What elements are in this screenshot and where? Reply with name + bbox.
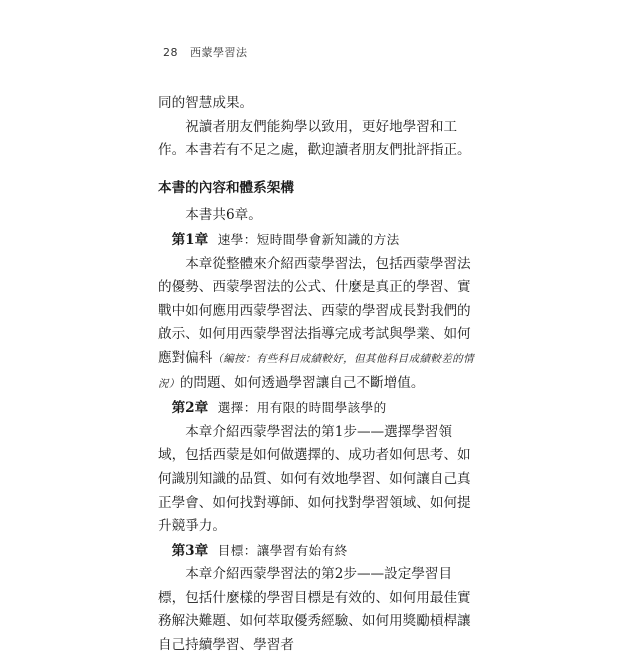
chapter-3-heading	[158, 539, 476, 564]
body-text	[158, 92, 476, 658]
chapter-1-body-b: 的問題、如何透過學習讓自己不斷增值。	[179, 374, 425, 391]
chapter-3-number: 第3章	[171, 542, 209, 559]
chapter-2-title: 選擇：用有限的時間學該學的	[217, 400, 387, 416]
chapter-3-description: 本章介紹西蒙學習法的第2步——設定學習目標，包括什麼樣的學習目標是有效的、如何用最佳實務解決難題、如何萃取優秀經驗、如何用獎勵槓桿讓自己持續學習、學習者	[158, 566, 471, 654]
chapter-1-description	[158, 253, 476, 397]
paragraph-chapter-count: 本書共6章。	[185, 207, 262, 224]
chapter-1-heading	[158, 228, 476, 253]
running-head	[163, 44, 256, 60]
section-heading: 本書的內容和體系架構	[158, 179, 294, 196]
chapter-1-body-a: 本章從整體來介紹西蒙學習法，包括西蒙學習法的優勢、西蒙學習法的公式、什麼是真正的學習、實戰中如何應用西蒙學習法、西蒙的學習成長對我們的啟示、如何用西蒙學習法指導完成考試與學業、如何應對偏科	[158, 255, 471, 366]
page-number: 28	[163, 46, 178, 59]
spacer	[158, 163, 476, 171]
chapter-2-heading	[158, 396, 476, 421]
paragraph-continuation: 同的智慧成果。	[158, 95, 254, 111]
chapter-2-number: 第2章	[171, 400, 209, 417]
chapter-3-title: 目標：讓學習有始有終	[217, 542, 348, 558]
book-title: 西蒙學習法	[190, 46, 248, 59]
chapter-1-title: 速學：短時間學會新知識的方法	[217, 231, 400, 247]
chapter-1-editor-note: （編按：有些科目成績較好，但其他科目成績較差的情況）	[158, 352, 474, 390]
chapter-2-description: 本章介紹西蒙學習法的第1步——選擇學習領域，包括西蒙是如何做選擇的、成功者如何思考、如何識別知識的品質、如何有效地學習、如何讓自己真正學會、如何找對導師、如何找對學習領域、如何提升競爭力。	[158, 423, 471, 535]
chapter-1-number: 第1章	[171, 231, 209, 248]
paragraph-wishes: 祝讀者朋友們能夠學以致用，更好地學習和工作。本書若有不足之處，歡迎讀者朋友們批評指正。	[158, 118, 471, 159]
